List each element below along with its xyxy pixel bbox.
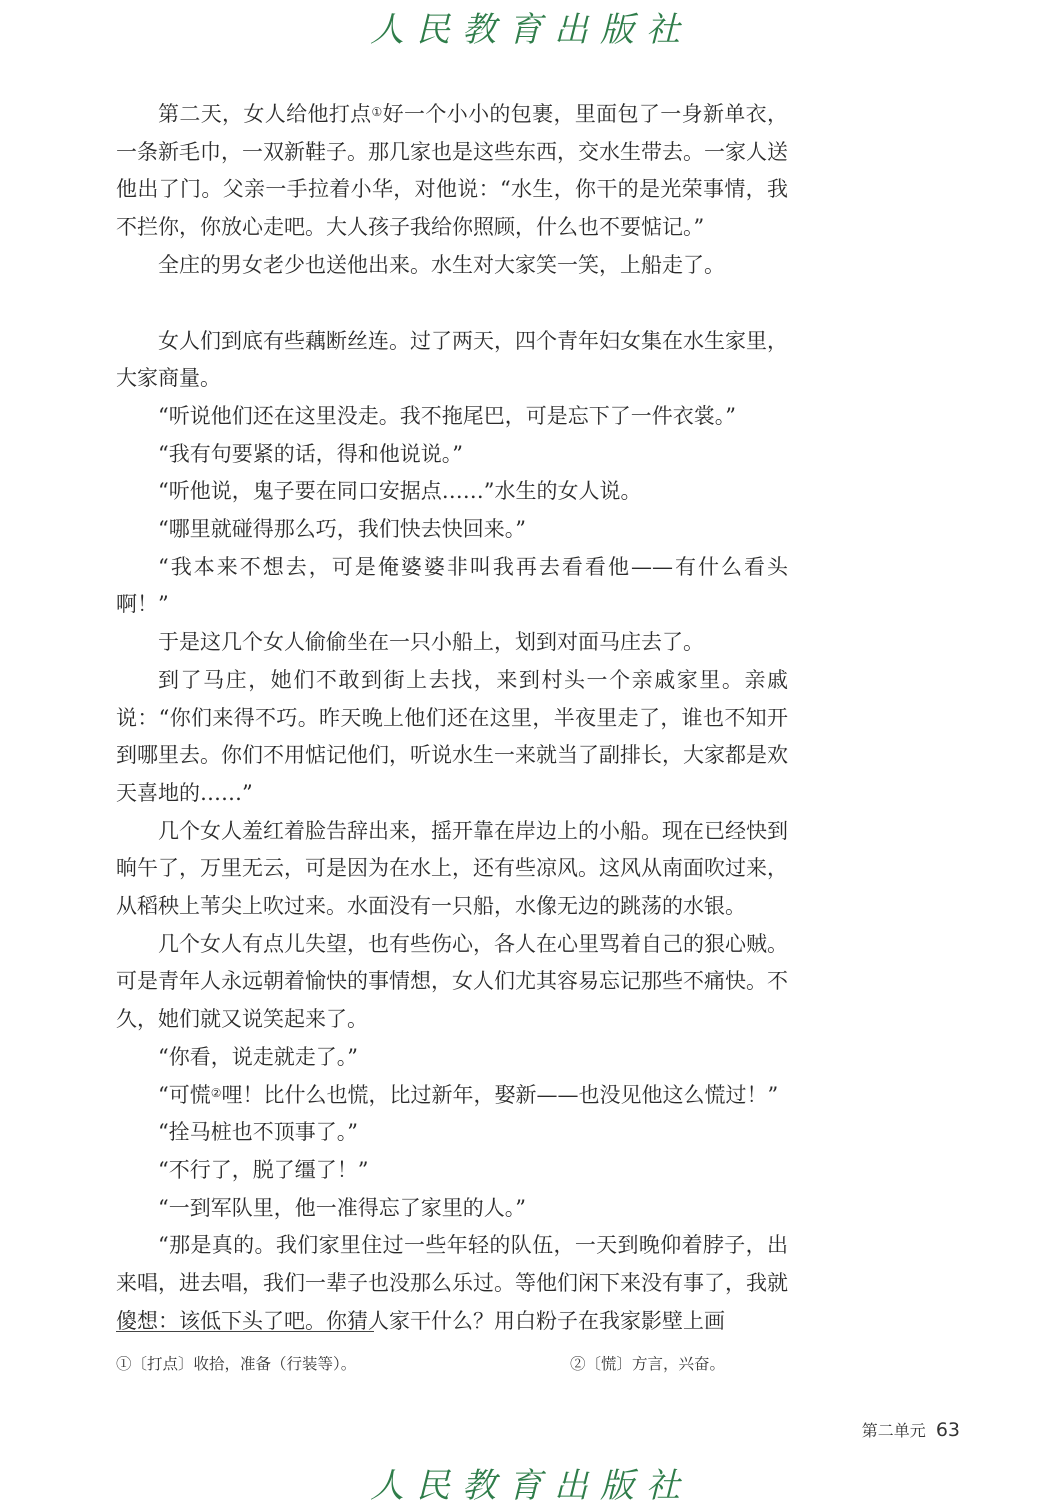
paragraph: “听他说，鬼子要在同口安据点……”水生的女人说。 <box>158 479 642 504</box>
unit-label: 第二单元 <box>861 1421 926 1440</box>
paragraph: “拴马桩也不顶事了。” <box>158 1120 358 1145</box>
paragraph: “你看，说走就走了。” <box>158 1044 358 1069</box>
paragraph: “听说他们还在这里没走。我不拖尾巴，可是忘下了一件衣裳。” <box>158 403 736 428</box>
paragraph: “哪里就碰得那么巧，我们快去快回来。” <box>158 517 526 542</box>
paragraph: “一到军队里，他一准得忘了家里的人。” <box>158 1195 526 1220</box>
body-text <box>116 96 788 1341</box>
page-number: 63 <box>935 1419 960 1441</box>
paragraph: “我有句要紧的话，得和他说说。” <box>158 441 463 466</box>
paragraph: 第二天，女人给他打点①好一个小小的包裹，里面包了一身新单衣，一条新毛巾，一双新鞋子。那几家也是这些东西，交水生带去。一家人送他出了门。父亲一手拉着小华，对他说：“水生，你干的是光荣事情，我不拦你，你放心走吧。大人孩子我给你照顾，什么也不要惦记。” <box>116 102 789 240</box>
footnote-2: ②〔慌〕方言，兴奋。 <box>570 1355 726 1373</box>
publisher-header: 人民教育出版社 <box>370 10 692 50</box>
publisher-footer: 人民教育出版社 <box>370 1466 692 1506</box>
paragraph: 几个女人有点儿失望，也有些伤心，各人在心里骂着自己的狠心贼。可是青年人永远朝着愉快的事情想，女人们尤其容易忘记那些不痛快。不久，她们就又说笑起来了。 <box>116 931 788 1032</box>
footnote-1: ①〔打点〕收拾，准备（行装等）。 <box>116 1355 357 1373</box>
footnote-mark[interactable]: ② <box>210 1085 222 1100</box>
footnote-mark[interactable]: ① <box>371 105 383 119</box>
page-footer <box>862 1418 960 1441</box>
paragraph: “我本来不想去，可是俺婆婆非叫我再去看看他——有什么看头啊！” <box>116 554 788 617</box>
paragraph: 到了马庄，她们不敢到街上去找，来到村头一个亲戚家里。亲戚说：“你们来得不巧。昨天晚上他们还在这里，半夜里走了，谁也不知开到哪里去。你们不用惦记他们，听说水生一来就当了副排长，大家都是欢天喜地的……” <box>116 667 788 805</box>
paragraph: “那是真的。我们家里住过一些年轻的队伍，一天到晚仰着脖子，出来唱，进去唱，我们一辈子也没那么乐过。等他们闲下来没有事了，我就傻想：该低下头了吧。你猜人家干什么？用白粉子在我家影壁上画 <box>116 1233 788 1333</box>
paragraph: 几个女人羞红着脸告辞出来，摇开靠在岸边上的小船。现在已经快到晌午了，万里无云，可是因为在水上，还有些凉风。这风从南面吹过来，从稻秧上苇尖上吹过来。水面没有一只船，水像无边的跳荡的水银。 <box>116 818 788 919</box>
paragraph: “不行了，脱了缰了！” <box>158 1157 369 1182</box>
paragraph: 于是这几个女人偷偷坐在一只小船上，划到对面马庄去了。 <box>158 630 704 655</box>
paragraph: “可慌②哩！比什么也慌，比过新年，娶新——也没见他这么慌过！” <box>158 1082 779 1107</box>
paragraph: 女人们到底有些藕断丝连。过了两天，四个青年妇女集在水生家里，大家商量。 <box>116 328 788 391</box>
footnote-divider <box>116 1331 374 1332</box>
paragraph: 全庄的男女老少也送他出来。水生对大家笑一笑，上船走了。 <box>158 252 725 277</box>
